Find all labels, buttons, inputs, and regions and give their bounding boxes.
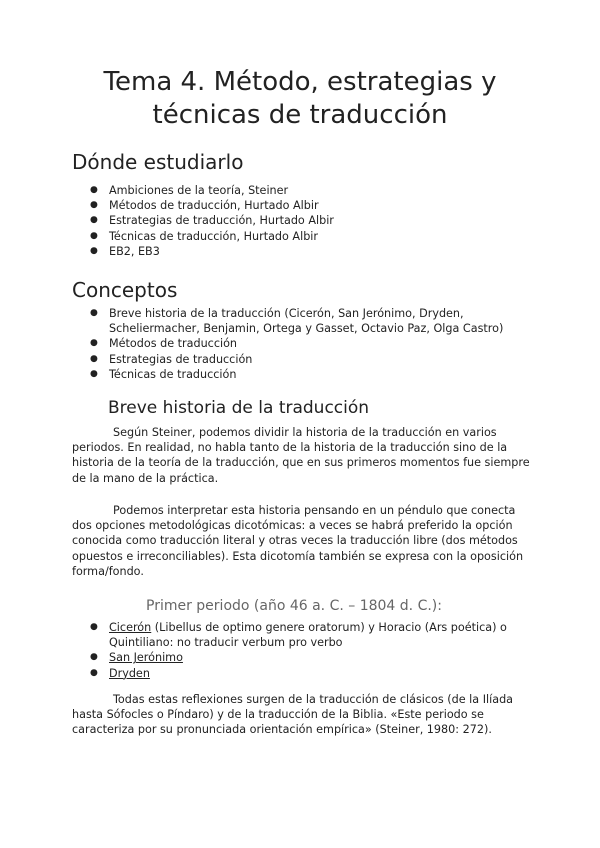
list-primer-periodo bbox=[90, 620, 535, 681]
list-item: ● Estrategias de traducción, Hurtado Albir bbox=[90, 214, 334, 228]
link-dryden[interactable]: Dryden bbox=[109, 666, 150, 680]
bullet-icon: ● bbox=[90, 622, 98, 632]
heading-conceptos: Conceptos bbox=[72, 278, 178, 302]
list-conceptos bbox=[90, 306, 535, 382]
link-san-jeronimo[interactable]: San Jerónimo bbox=[109, 651, 183, 665]
bullet-icon: ● bbox=[90, 368, 98, 379]
bullet-icon: ● bbox=[90, 215, 98, 226]
list-item: ● Métodos de traducción, Hurtado Albir bbox=[90, 199, 319, 213]
list-item: ● Ambiciones de la teoría, Steiner bbox=[90, 184, 289, 197]
list-item: ● Breve historia de la traducción (Cicerón, San Jerónimo, Dryden, Scheliermacher, Benjamin, Ortega y Gasset, Octavio Paz, Olga Castro) bbox=[90, 307, 504, 336]
paragraph-primer-periodo: Todas estas reflexiones surgen de la traducción de clásicos (de la Ilíada hasta Sófocles o Píndaro) y de la traducción de la Biblia. «Este periodo se caracteriza por su pronunciada orientación empírica» (Steiner, 1980: 272). bbox=[72, 693, 514, 737]
bullet-icon: ● bbox=[90, 338, 98, 349]
bullet-icon: ● bbox=[90, 200, 98, 211]
heading-donde-estudiarlo: Dónde estudiarlo bbox=[72, 150, 244, 174]
bullet-icon: ● bbox=[90, 308, 98, 318]
paragraph-historia-2: Podemos interpretar esta historia pensando en un péndulo que conecta dos opciones metodológicas dicotómicas: a veces se habrá preferido la opción conocida como traducción literal y otras veces la traducción libre (dos métodos opuestos e irreconciliables). Esta dicotomía también se expresa con la oposición forma/fondo. bbox=[72, 504, 524, 578]
bullet-icon: ● bbox=[90, 230, 98, 241]
bullet-icon: ● bbox=[90, 185, 98, 195]
bullet-icon: ● bbox=[90, 353, 98, 364]
list-item: ● Técnicas de traducción bbox=[90, 367, 237, 381]
list-donde-estudiarlo bbox=[90, 183, 540, 259]
heading-primer-periodo: Primer periodo (año 46 a. C. – 1804 d. C.): bbox=[146, 598, 442, 614]
list-item: ● Cicerón (Libellus de optimo genere oratorum) y Horacio (Ars poética) o Quintiliano: no traducir verbum pro verbo bbox=[90, 621, 507, 650]
bullet-icon: ● bbox=[90, 245, 98, 256]
list-item: ● Estrategias de traducción bbox=[90, 352, 253, 366]
link-ciceron[interactable]: Cicerón bbox=[109, 621, 152, 634]
list-item bbox=[90, 666, 535, 681]
bullet-icon: ● bbox=[90, 667, 98, 678]
paragraph-historia-1: Según Steiner, podemos dividir la historia de la traducción en varios periodos. En realidad, no habla tanto de la historia de la traducción sino de la historia de la teoría de la traducción, que en sus primeros momentos fue siempre de la mano de la práctica. bbox=[72, 426, 530, 485]
list-item: ● Métodos de traducción bbox=[90, 337, 238, 351]
list-item bbox=[90, 650, 535, 665]
document-title: Tema 4. Método, estrategias y técnicas de traducción bbox=[103, 67, 497, 130]
list-item: ● EB2, EB3 bbox=[90, 244, 160, 258]
bullet-icon: ● bbox=[90, 652, 98, 663]
heading-breve-historia: Breve historia de la traducción bbox=[108, 398, 370, 418]
list-item: ● Técnicas de traducción, Hurtado Albir bbox=[90, 229, 319, 243]
